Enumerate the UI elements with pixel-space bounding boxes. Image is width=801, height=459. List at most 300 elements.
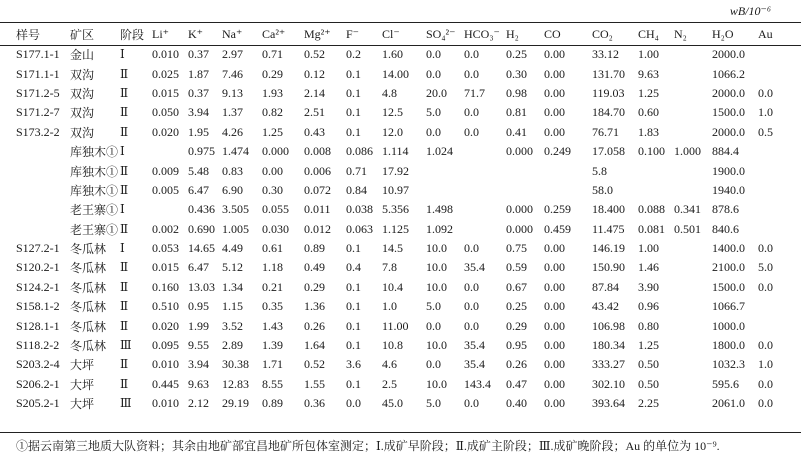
- table-cell: 0.52: [304, 357, 325, 372]
- table-cell: [0, 200, 66, 219]
- table-cell: 14.00: [382, 66, 409, 81]
- table-cell: 8.55: [262, 376, 283, 391]
- table-cell: 大坪: [70, 358, 95, 373]
- table-cell: 冬瓜林: [70, 242, 107, 257]
- table-cell: 0.83: [222, 163, 243, 178]
- table-cell: 14.5: [382, 241, 403, 256]
- table-cell: 0.249: [544, 144, 571, 159]
- table-cell: 金山: [70, 48, 95, 63]
- table-row: [0, 181, 801, 200]
- table-row: [0, 161, 801, 180]
- table-cell: 0.30: [262, 182, 283, 197]
- table-cell: 大坪: [70, 397, 95, 412]
- table-cell: [464, 142, 506, 161]
- table-cell: [464, 161, 506, 180]
- table-cell: Ⅱ: [120, 299, 129, 314]
- table-cell: 冬瓜林: [70, 300, 107, 315]
- table-cell: 0.71: [262, 47, 283, 62]
- table-cell: 1800.0: [712, 338, 745, 353]
- table-cell: 0.063: [346, 221, 373, 236]
- table-cell: 0.00: [544, 241, 565, 256]
- table-cell: 0.0: [346, 396, 361, 411]
- table-cell: S173.2-2: [16, 124, 60, 139]
- table-cell: 0.52: [304, 47, 325, 62]
- table-cell: 17.058: [592, 144, 625, 159]
- table-cell: 0.1: [346, 299, 361, 314]
- table-cell: 0.00: [262, 163, 283, 178]
- unit-label: wB/10⁻⁶: [729, 4, 771, 18]
- table-cell: 库独木①: [70, 145, 119, 160]
- table-cell: 0.006: [304, 163, 331, 178]
- table-cell: 58.0: [592, 182, 613, 197]
- table-cell: 0.009: [152, 163, 179, 178]
- table-cell: 0.050: [152, 105, 179, 120]
- table-body: [0, 45, 801, 413]
- table-cell: [464, 200, 506, 219]
- column-header: Cl⁻: [382, 27, 400, 41]
- table-cell: 30.38: [222, 357, 249, 372]
- table-cell: 0.0: [758, 279, 773, 294]
- top-rule: [0, 22, 801, 23]
- table-cell: Ⅰ: [120, 202, 125, 217]
- table-cell: [544, 161, 592, 180]
- column-header: Ca²⁺: [262, 27, 286, 41]
- table-cell: [674, 297, 712, 316]
- table-row: [0, 355, 801, 374]
- table-cell: 35.4: [464, 338, 485, 353]
- table-cell: 双沟: [70, 86, 95, 101]
- table-cell: Ⅱ: [120, 357, 129, 372]
- table-cell: 5.0: [426, 396, 441, 411]
- table-cell: 0.80: [638, 318, 659, 333]
- table-cell: 45.0: [382, 396, 403, 411]
- table-cell: Ⅱ: [120, 163, 129, 178]
- table-cell: 0.015: [152, 260, 179, 275]
- table-cell: 87.84: [592, 279, 619, 294]
- table-cell: 0.95: [188, 299, 209, 314]
- table-cell: 1.25: [262, 124, 283, 139]
- table-cell: 76.71: [592, 124, 619, 139]
- table-cell: 0.84: [346, 182, 367, 197]
- table-cell: 0.25: [506, 299, 527, 314]
- table-cell: 10.0: [426, 338, 447, 353]
- table-cell: 0.0: [464, 279, 479, 294]
- table-cell: 333.27: [592, 357, 625, 372]
- table-cell: 0.00: [544, 105, 565, 120]
- table-cell: [426, 161, 464, 180]
- table-cell: 2000.0: [712, 85, 745, 100]
- table-cell: 0.1: [346, 338, 361, 353]
- table-cell: 393.64: [592, 396, 625, 411]
- table-cell: 冬瓜林: [70, 319, 107, 334]
- table-cell: S124.2-1: [16, 279, 60, 294]
- table-cell: 1.83: [638, 124, 659, 139]
- table-cell: [674, 316, 712, 335]
- table-cell: 0.21: [262, 279, 283, 294]
- table-cell: 0.2: [346, 47, 361, 62]
- table-cell: 大坪: [70, 377, 95, 392]
- table-cell: 5.0: [426, 299, 441, 314]
- table-cell: 131.70: [592, 66, 625, 81]
- table-cell: 0.005: [152, 182, 179, 197]
- table-cell: 库独木①: [70, 183, 119, 198]
- table-cell: 0.025: [152, 66, 179, 81]
- table-cell: 17.92: [382, 163, 409, 178]
- table-cell: 595.6: [712, 376, 739, 391]
- table-cell: 库独木①: [70, 164, 119, 179]
- table-cell: 14.65: [188, 241, 215, 256]
- table-cell: 5.8: [592, 163, 607, 178]
- table-cell: [674, 258, 712, 277]
- table-cell: [0, 142, 66, 161]
- table-cell: 106.98: [592, 318, 625, 333]
- table-cell: 1.37: [222, 105, 243, 120]
- table-cell: 0.4: [346, 260, 361, 275]
- table-cell: 0.96: [638, 299, 659, 314]
- table-cell: [544, 181, 592, 200]
- table-cell: 2.51: [304, 105, 325, 120]
- table-cell: 0.89: [304, 241, 325, 256]
- table-cell: 0.055: [262, 202, 289, 217]
- table-cell: 0.29: [304, 279, 325, 294]
- table-cell: 0.0: [464, 299, 479, 314]
- table-row: [0, 258, 801, 277]
- table-cell: 0.26: [506, 357, 527, 372]
- table-cell: 0.82: [262, 105, 283, 120]
- table-cell: 10.0: [426, 376, 447, 391]
- table-cell: S127.2-1: [16, 241, 60, 256]
- table-cell: 0.0: [464, 47, 479, 62]
- table-cell: 0.00: [544, 299, 565, 314]
- table-cell: 1.125: [382, 221, 409, 236]
- table-cell: Ⅰ: [120, 47, 125, 62]
- table-cell: 0.0: [464, 318, 479, 333]
- table-cell: 0.010: [152, 357, 179, 372]
- table-row: [0, 64, 801, 83]
- table-cell: 0.5: [758, 124, 773, 139]
- table-cell: 0.0: [426, 124, 441, 139]
- column-header: N₂: [674, 27, 687, 41]
- table-cell: 0.020: [152, 318, 179, 333]
- table-cell: [674, 278, 712, 297]
- table-cell: 0.50: [638, 376, 659, 391]
- table-cell: 9.55: [188, 338, 209, 353]
- table-cell: 0.40: [506, 396, 527, 411]
- table-cell: 1.34: [222, 279, 243, 294]
- table-cell: 0.59: [506, 260, 527, 275]
- table-cell: 0.47: [506, 376, 527, 391]
- table-cell: 1066.2: [712, 66, 745, 81]
- table-cell: 6.47: [188, 182, 209, 197]
- table-cell: [152, 200, 188, 219]
- table-cell: S158.1-2: [16, 299, 60, 314]
- table-cell: Ⅱ: [120, 105, 129, 120]
- table-cell: 2.12: [188, 396, 209, 411]
- table-cell: 1.46: [638, 260, 659, 275]
- table-cell: 119.03: [592, 85, 625, 100]
- table-cell: [426, 181, 464, 200]
- table-cell: 6.47: [188, 260, 209, 275]
- table-cell: 12.0: [382, 124, 403, 139]
- table-cell: 2100.0: [712, 260, 745, 275]
- table-cell: 5.0: [426, 105, 441, 120]
- table-cell: 0.015: [152, 85, 179, 100]
- table-cell: 0.030: [262, 221, 289, 236]
- table-cell: S206.2-1: [16, 376, 60, 391]
- table-cell: 0.690: [188, 221, 215, 236]
- table-cell: [0, 181, 66, 200]
- table-cell: 0.1: [346, 85, 361, 100]
- table-cell: 184.70: [592, 105, 625, 120]
- table-cell: 11.475: [592, 221, 625, 236]
- table-cell: 3.94: [188, 357, 209, 372]
- table-cell: 0.975: [188, 144, 215, 159]
- table-cell: 1066.7: [712, 299, 745, 314]
- table-cell: 0.088: [638, 202, 665, 217]
- table-cell: 43.42: [592, 299, 619, 314]
- column-header: 样号: [16, 28, 41, 42]
- table-cell: 146.19: [592, 241, 625, 256]
- inclusion-composition-table: [0, 24, 801, 413]
- table-cell: 1940.0: [712, 182, 745, 197]
- table-cell: 老王寨①: [70, 203, 119, 218]
- table-cell: 1.0: [382, 299, 397, 314]
- table-cell: 1.71: [262, 357, 283, 372]
- table-cell: 0.1: [346, 66, 361, 81]
- table-cell: 0.1: [346, 279, 361, 294]
- table-cell: 1400.0: [712, 241, 745, 256]
- column-header: H₂: [506, 27, 519, 41]
- table-cell: 1.93: [262, 85, 283, 100]
- table-cell: 0.00: [544, 357, 565, 372]
- table-row: [0, 45, 801, 64]
- table-cell: 0.0: [464, 396, 479, 411]
- table-cell: [758, 45, 801, 64]
- table-cell: 5.0: [758, 260, 773, 275]
- table-row: [0, 142, 801, 161]
- table-cell: [152, 142, 188, 161]
- table-cell: S128.1-1: [16, 318, 60, 333]
- table-cell: Ⅱ: [120, 318, 129, 333]
- table-cell: 302.10: [592, 376, 625, 391]
- table-cell: 0.010: [152, 396, 179, 411]
- table-cell: 0.445: [152, 376, 179, 391]
- column-header: 阶段: [120, 28, 145, 42]
- table-cell: 0.29: [506, 318, 527, 333]
- table-cell: 0.60: [638, 105, 659, 120]
- table-cell: 0.1: [346, 376, 361, 391]
- table-row: [0, 84, 801, 103]
- column-header: SO₄²⁻: [426, 27, 456, 41]
- table-cell: 9.13: [222, 85, 243, 100]
- table-cell: 1000.0: [712, 318, 745, 333]
- table-cell: 0.00: [544, 279, 565, 294]
- bottom-rule: [0, 432, 801, 433]
- column-header: Mg²⁺: [304, 27, 331, 41]
- column-header: CO: [544, 27, 561, 41]
- table-row: [0, 200, 801, 219]
- table-cell: 0.008: [304, 144, 331, 159]
- table-cell: [506, 181, 544, 200]
- table-cell: Ⅱ: [120, 376, 129, 391]
- table-row: [0, 375, 801, 394]
- table-cell: 0.50: [638, 357, 659, 372]
- table-cell: 7.8: [382, 260, 397, 275]
- table-cell: 1032.3: [712, 357, 745, 372]
- table-cell: 0.00: [544, 260, 565, 275]
- table-cell: 0.61: [262, 241, 283, 256]
- table-cell: 0.0: [426, 47, 441, 62]
- table-cell: 双沟: [70, 125, 95, 140]
- table-cell: 0.002: [152, 221, 179, 236]
- table-cell: 0.0: [464, 105, 479, 120]
- table-cell: 0.49: [304, 260, 325, 275]
- table-cell: [464, 220, 506, 239]
- table-cell: 1.36: [304, 299, 325, 314]
- table-cell: [674, 336, 712, 355]
- table-row: [0, 239, 801, 258]
- table-cell: 4.26: [222, 124, 243, 139]
- column-header: Au: [758, 27, 773, 41]
- table-cell: 2061.0: [712, 396, 745, 411]
- table-cell: 0.0: [426, 66, 441, 81]
- table-cell: Ⅰ: [120, 144, 125, 159]
- table-cell: [674, 355, 712, 374]
- table-cell: 1500.0: [712, 279, 745, 294]
- table-cell: [674, 161, 712, 180]
- table-cell: S177.1-1: [16, 47, 60, 62]
- table-cell: 1900.0: [712, 163, 745, 178]
- column-header: CH₄: [638, 27, 659, 41]
- table-row: [0, 278, 801, 297]
- table-cell: 71.7: [464, 85, 485, 100]
- table-cell: 0.98: [506, 85, 527, 100]
- table-cell: 1.87: [188, 66, 209, 81]
- table-cell: 180.34: [592, 338, 625, 353]
- table-cell: Ⅲ: [120, 396, 132, 411]
- table-cell: 0.1: [346, 318, 361, 333]
- table-cell: 1.60: [382, 47, 403, 62]
- table-cell: 9.63: [638, 66, 659, 81]
- table-cell: [674, 394, 712, 413]
- table-cell: 5.48: [188, 163, 209, 178]
- table-row: [0, 394, 801, 413]
- table-cell: 0.0: [464, 241, 479, 256]
- table-cell: [674, 239, 712, 258]
- table-cell: 35.4: [464, 260, 485, 275]
- table-row: [0, 103, 801, 122]
- table-cell: 1.55: [304, 376, 325, 391]
- table-row: [0, 123, 801, 142]
- table-cell: 2.14: [304, 85, 325, 100]
- table-cell: 6.90: [222, 182, 243, 197]
- table-cell: 2000.0: [712, 124, 745, 139]
- table-cell: 20.0: [426, 85, 447, 100]
- table-cell: 150.90: [592, 260, 625, 275]
- table-cell: 0.436: [188, 202, 215, 217]
- table-cell: 0.000: [506, 144, 533, 159]
- table-cell: [674, 375, 712, 394]
- table-cell: 0.12: [304, 66, 325, 81]
- table-header-row: [0, 24, 801, 45]
- table-cell: 0.26: [304, 318, 325, 333]
- table-cell: 0.37: [188, 85, 209, 100]
- table-cell: [758, 200, 801, 219]
- table-cell: 7.46: [222, 66, 243, 81]
- table-cell: 1.0: [758, 105, 773, 120]
- table-cell: 10.0: [426, 241, 447, 256]
- table-cell: [638, 181, 674, 200]
- table-cell: 840.6: [712, 221, 739, 236]
- table-cell: 0.510: [152, 299, 179, 314]
- table-cell: 1.00: [638, 47, 659, 62]
- table-cell: 1.25: [638, 338, 659, 353]
- table-row: [0, 336, 801, 355]
- table-cell: 0.081: [638, 221, 665, 236]
- table-cell: 0.100: [638, 144, 665, 159]
- table-cell: 1.114: [382, 144, 409, 159]
- table-cell: 双沟: [70, 67, 95, 82]
- table-cell: 1.474: [222, 144, 249, 159]
- table-cell: S171.2-5: [16, 85, 60, 100]
- table-cell: 1.99: [188, 318, 209, 333]
- table-cell: 18.400: [592, 202, 625, 217]
- table-cell: 143.4: [464, 376, 491, 391]
- table-cell: 0.67: [506, 279, 527, 294]
- table-cell: 0.00: [544, 124, 565, 139]
- table-cell: 2.5: [382, 376, 397, 391]
- table-cell: 0.072: [304, 182, 331, 197]
- table-cell: 4.49: [222, 241, 243, 256]
- column-header: F⁻: [346, 27, 360, 41]
- table-cell: 2.25: [638, 396, 659, 411]
- table-cell: 0.038: [346, 202, 373, 217]
- table-cell: 1.15: [222, 299, 243, 314]
- table-cell: 0.000: [262, 144, 289, 159]
- table-cell: 0.053: [152, 241, 179, 256]
- table-cell: 0.341: [674, 202, 701, 217]
- table-cell: 2.97: [222, 47, 243, 62]
- table-cell: 3.505: [222, 202, 249, 217]
- table-cell: 0.012: [304, 221, 331, 236]
- table-cell: 0.81: [506, 105, 527, 120]
- table-cell: 老王寨①: [70, 222, 119, 237]
- table-cell: 10.0: [426, 279, 447, 294]
- table-cell: 0.30: [506, 66, 527, 81]
- table-cell: 0.75: [506, 241, 527, 256]
- table-cell: [758, 297, 801, 316]
- table-cell: 0.0: [426, 318, 441, 333]
- table-cell: 0.0: [464, 66, 479, 81]
- table-cell: 4.6: [382, 357, 397, 372]
- table-cell: [506, 161, 544, 180]
- table-cell: 1.64: [304, 338, 325, 353]
- table-row: [0, 297, 801, 316]
- table-cell: 878.6: [712, 202, 739, 217]
- table-cell: S118.2-2: [16, 338, 60, 353]
- column-header: Na⁺: [222, 27, 243, 41]
- table-cell: [0, 161, 66, 180]
- table-cell: [638, 161, 674, 180]
- table-cell: S205.2-1: [16, 396, 60, 411]
- table-cell: 3.94: [188, 105, 209, 120]
- column-header: K⁺: [188, 27, 203, 41]
- table-cell: S120.2-1: [16, 260, 60, 275]
- column-header: 矿区: [70, 28, 95, 42]
- column-header: CO₂: [592, 27, 613, 41]
- column-header: Li⁺: [152, 27, 169, 41]
- table-cell: 0.1: [346, 105, 361, 120]
